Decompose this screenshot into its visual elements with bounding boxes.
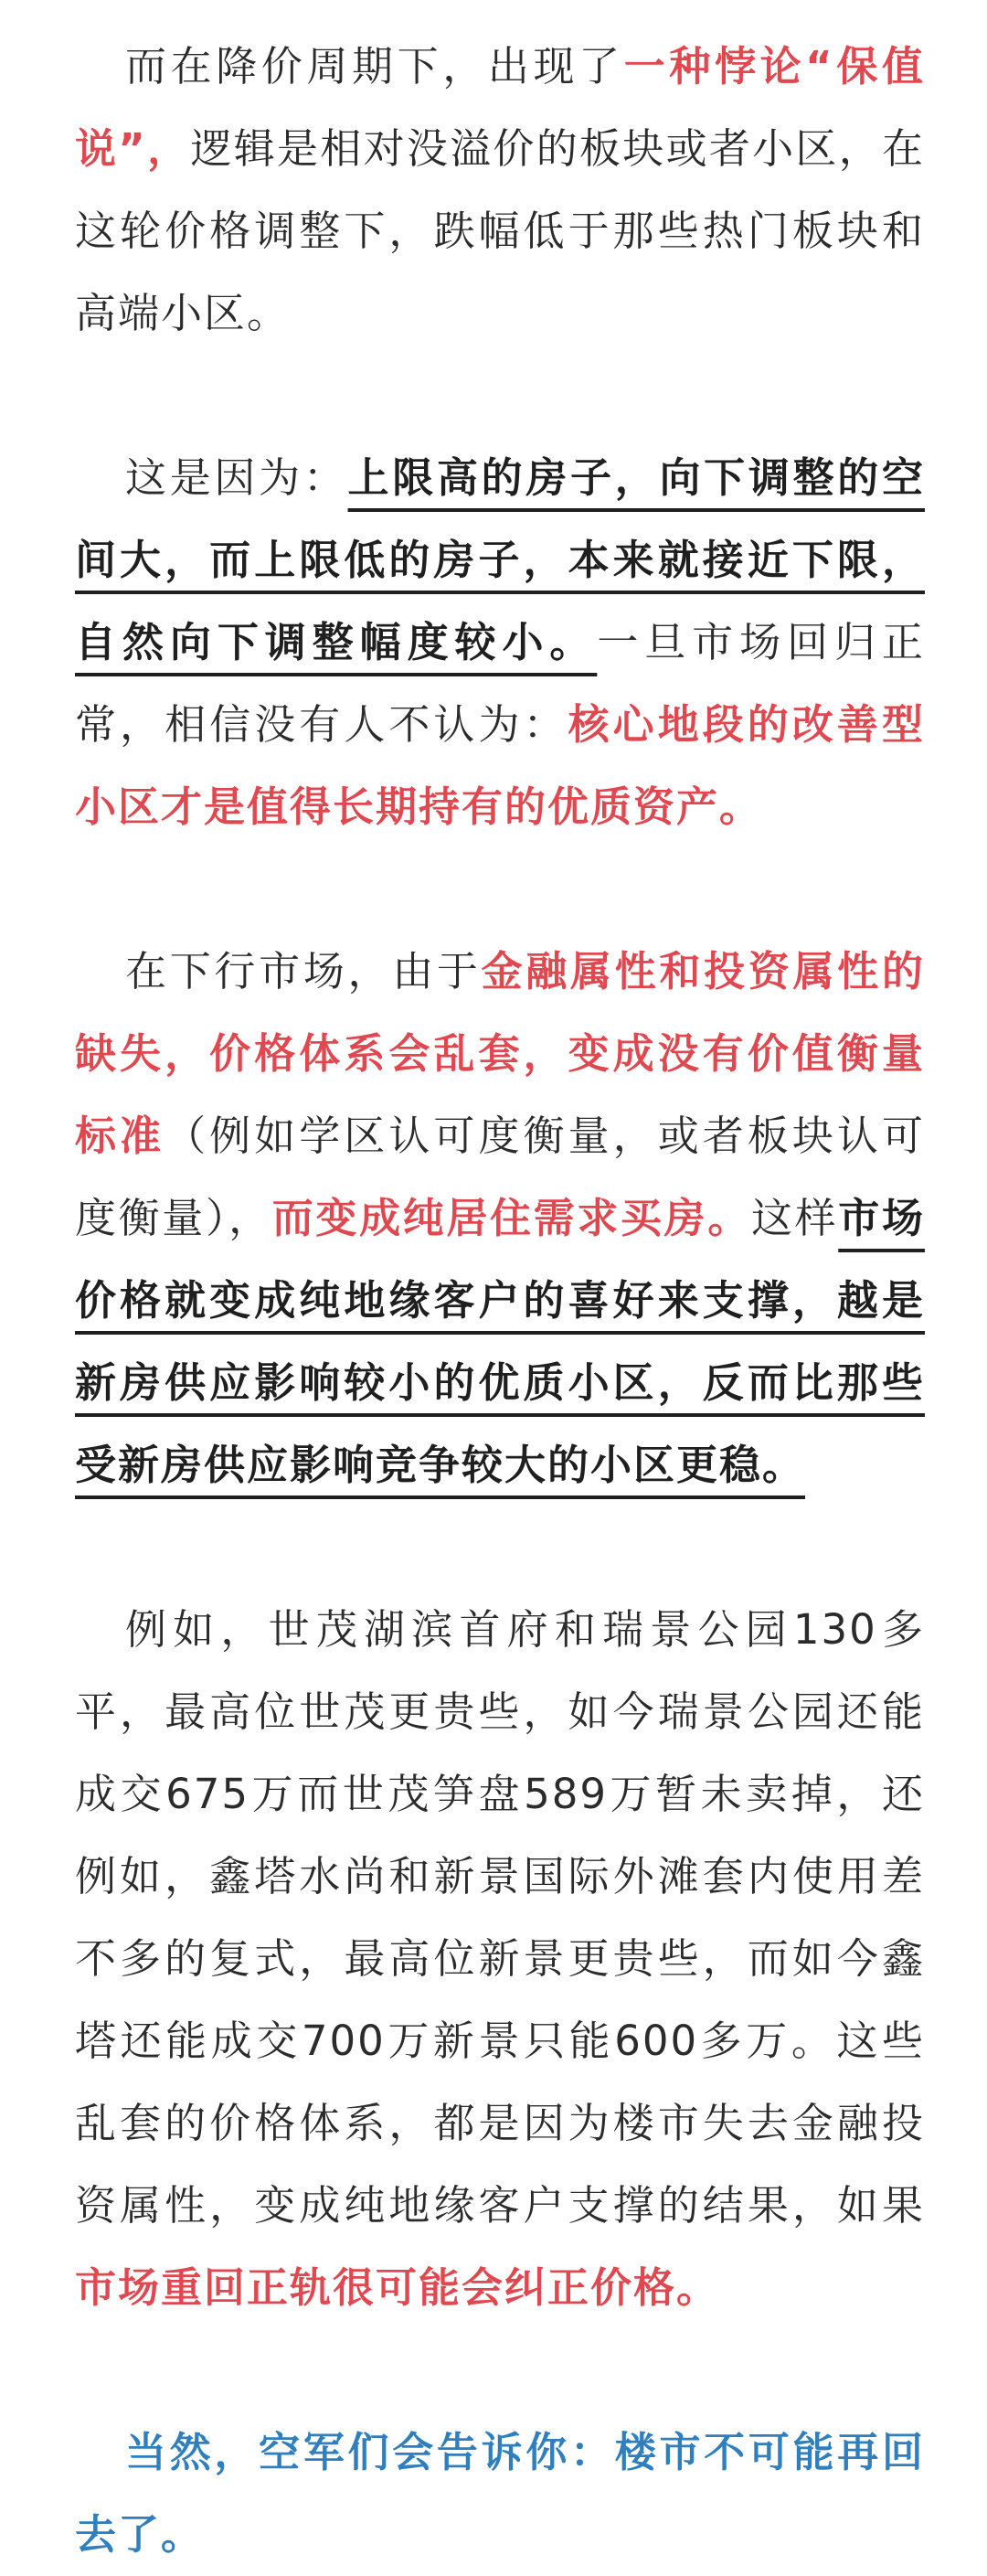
highlight-text: 金融属性和投资属性的缺失，价格体系会乱套，变成没有价值衡量标准 xyxy=(75,947,925,1160)
underlined-emphasis: 市场价格就变成纯地缘客户的喜好来支撑，越是新房供应影响较小的优质小区，反而比那些受新房供应影响竞争较大的小区更稳。 xyxy=(75,1194,925,1489)
paragraph-text: 例如，世茂湖滨首府和瑞景公园130多平，最高位世茂更贵些，如今瑞景公园还能成交675万而世茂笋盘589万暂未卖掉，还例如，鑫塔水尚和新景国际外滩套内使用差不多的复式，最高位新景更贵些，而如今鑫塔还能成交700万新景只能600多万。这些乱套的价格体系，都是因为楼市失去金融投资属性，变成纯地缘客户支撑的结果，如果 xyxy=(75,1605,925,2230)
paragraph-text: 一旦市场回归正常，相信没有人不认为： xyxy=(75,618,925,749)
highlight-text: 市场重回正轨很可能会纠正价格。 xyxy=(75,2263,720,2312)
blue-highlight-text: 当然，空军们会告诉你：楼市不可能再回去了。 xyxy=(75,2428,925,2559)
paragraph-text: 而在降价周期下，出现了 xyxy=(125,42,624,90)
paragraph-text: 这样 xyxy=(750,1194,839,1242)
paragraph-text: （例如学区认可度衡量，或者板块认可度衡量）， xyxy=(75,1112,925,1242)
highlight-text: 核心地段的改善型小区才是值得长期持有的优质资产。 xyxy=(75,700,925,831)
article-body xyxy=(75,26,925,2576)
underlined-emphasis: 上限高的房子，向下调整的空间大，而上限低的房子，本来就接近下限，自然向下调整幅度较小。 xyxy=(75,453,925,666)
highlight-text: 一种悖论“保值说”， xyxy=(75,42,925,173)
paragraph-reason xyxy=(75,437,925,848)
paragraph-text: 在下行市场，由于 xyxy=(125,947,482,995)
highlight-text: 而变成纯居住需求买房。 xyxy=(271,1194,751,1242)
paragraph-text: 这是因为： xyxy=(125,453,348,502)
paragraph-examples xyxy=(75,1589,925,2329)
paragraph-down-market xyxy=(75,931,925,1506)
paragraph-paradox xyxy=(75,26,925,355)
paragraph-conclusion xyxy=(75,2411,925,2576)
paragraph-text: 逻辑是相对没溢价的板块或者小区，在这轮价格调整下，跌幅低于那些热门板块和高端小区。 xyxy=(75,124,925,337)
